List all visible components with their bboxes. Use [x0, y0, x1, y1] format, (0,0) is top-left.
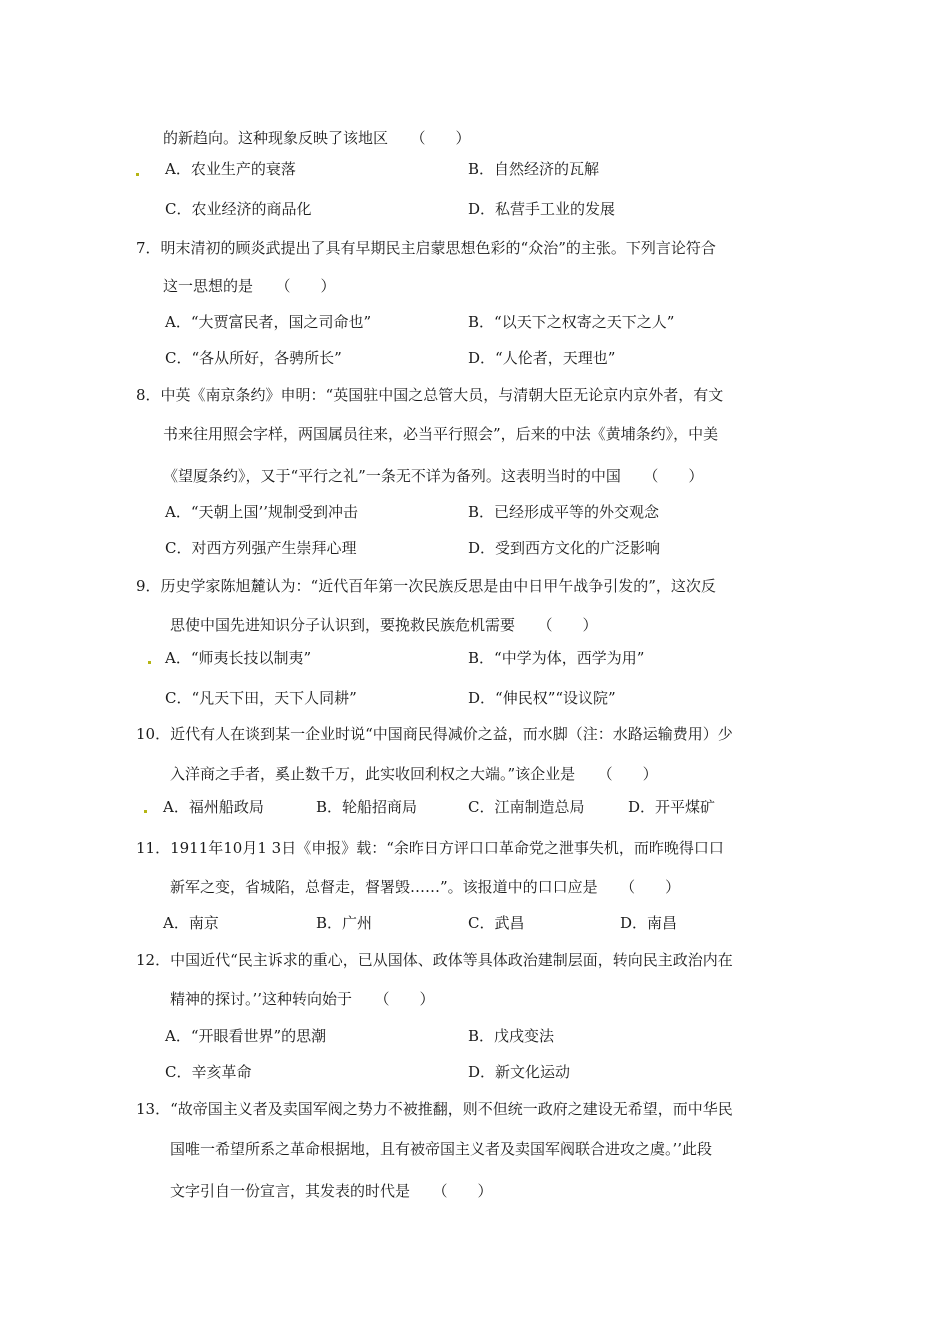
q11-option-a: A．南京 [163, 914, 219, 932]
q12-option-b: B．戊戌变法 [468, 1027, 555, 1045]
q10-stem-line-2: 入洋商之手者，奚止数千万，此实收回利权之大端。”该企业是 （ ） [170, 765, 658, 783]
q11-stem-line-1: 11．1911年10月1 3日《申报》载：“余昨日方评口口革命党之泄事失机，而昨晚得口口 [136, 839, 724, 857]
q10-option-b: B．轮船招商局 [316, 798, 418, 816]
margin-dot [136, 173, 139, 176]
q7-option-b: B．“以天下之权寄之天下之人” [468, 313, 675, 331]
q13-stem-line-3: 文字引自一份宣言，其发表的时代是 （ ） [170, 1182, 493, 1200]
q13-stem-line-2: 国唯一希望所系之革命根据地，且有被帝国主义者及卖国军阀联合进攻之虞。’’此段 [170, 1140, 713, 1158]
q11-option-d: D．南昌 [620, 914, 678, 932]
q8-option-d: D．受到西方文化的广泛影响 [468, 539, 661, 557]
q10-option-a: A．福州船政局 [163, 798, 264, 816]
q12-option-c: C．辛亥革命 [165, 1063, 252, 1081]
q12-stem-line-1: 12．中国近代“民主诉求的重心，已从国体、政体等具体政治建制层面，转向民主政治内在 [136, 951, 733, 969]
q7-stem-line-1: 7．明末清初的顾炎武提出了具有早期民主启蒙思想色彩的“众治”的主张。下列言论符合 [136, 239, 716, 257]
q9-option-a: A．“师夷长技以制夷” [165, 649, 312, 667]
q8-stem-line-3: 《望厦条约》，又于“平行之礼”一条无不详为备列。这表明当时的中国 （ ） [163, 467, 704, 485]
q9-option-d: D．“伸民权”“设议院” [468, 689, 616, 707]
q8-stem-line-1: 8．中英《南京条约》申明：“英国驻中国之总管大员，与清朝大臣无论京内京外者，有文 [136, 386, 724, 404]
q12-stem-line-2: 精神的探讨。’’这种转向始于 （ ） [170, 990, 435, 1008]
q9-option-b: B．“中学为体，西学为用” [468, 649, 645, 667]
q8-stem-line-2: 书来往用照会字样，两国属员往来，必当平行照会”，后来的中法《黄埔条约》，中美 [163, 425, 719, 443]
q6-option-b: B．自然经济的瓦解 [468, 160, 600, 178]
q10-option-c: C．江南制造总局 [468, 798, 585, 816]
q7-option-a: A．“大贾富民者，国之司命也” [165, 313, 372, 331]
q7-option-c: C．“各从所好，各骋所长” [165, 349, 342, 367]
q6-stem-continuation: 的新趋向。这种现象反映了该地区 （ ） [163, 129, 471, 147]
margin-dot [144, 810, 147, 813]
q11-stem-line-2: 新军之变，省城陷，总督走，督署毁……”。该报道中的口口应是 （ ） [170, 878, 681, 896]
q6-option-d: D．私营手工业的发展 [468, 200, 616, 218]
q11-option-b: B．广州 [316, 914, 373, 932]
q7-stem-line-2: 这一思想的是 （ ） [163, 277, 336, 295]
q12-option-a: A．“开眼看世界”的思潮 [165, 1027, 327, 1045]
q8-option-c: C．对西方列强产生崇拜心理 [165, 539, 357, 557]
q11-option-c: C．武昌 [468, 914, 525, 932]
margin-dot [148, 661, 151, 664]
q9-stem-line-2: 思使中国先进知识分子认识到，要挽救民族危机需要 （ ） [170, 616, 598, 634]
q9-option-c: C．“凡天下田，天下人同耕” [165, 689, 357, 707]
q10-option-d: D．开平煤矿 [628, 798, 716, 816]
q6-option-a: A．农业生产的衰落 [165, 160, 296, 178]
q13-stem-line-1: 13．“故帝国主义者及卖国军阀之势力不被推翻，则不但统一政府之建设无希望，而中华民 [136, 1100, 733, 1118]
q8-option-b: B．已经形成平等的外交观念 [468, 503, 660, 521]
q7-option-d: D．“人伦者，天理也” [468, 349, 616, 367]
q6-option-c: C．农业经济的商品化 [165, 200, 312, 218]
q9-stem-line-1: 9．历史学家陈旭麓认为：“近代百年第一次民族反思是由中日甲午战争引发的”，这次反 [136, 577, 716, 595]
q12-option-d: D．新文化运动 [468, 1063, 571, 1081]
q10-stem-line-1: 10．近代有人在谈到某一企业时说“中国商民得减价之益，而水脚（注：水路运输费用）少 [136, 725, 733, 743]
q8-option-a: A．“天朝上国’’规制受到冲击 [165, 503, 359, 521]
